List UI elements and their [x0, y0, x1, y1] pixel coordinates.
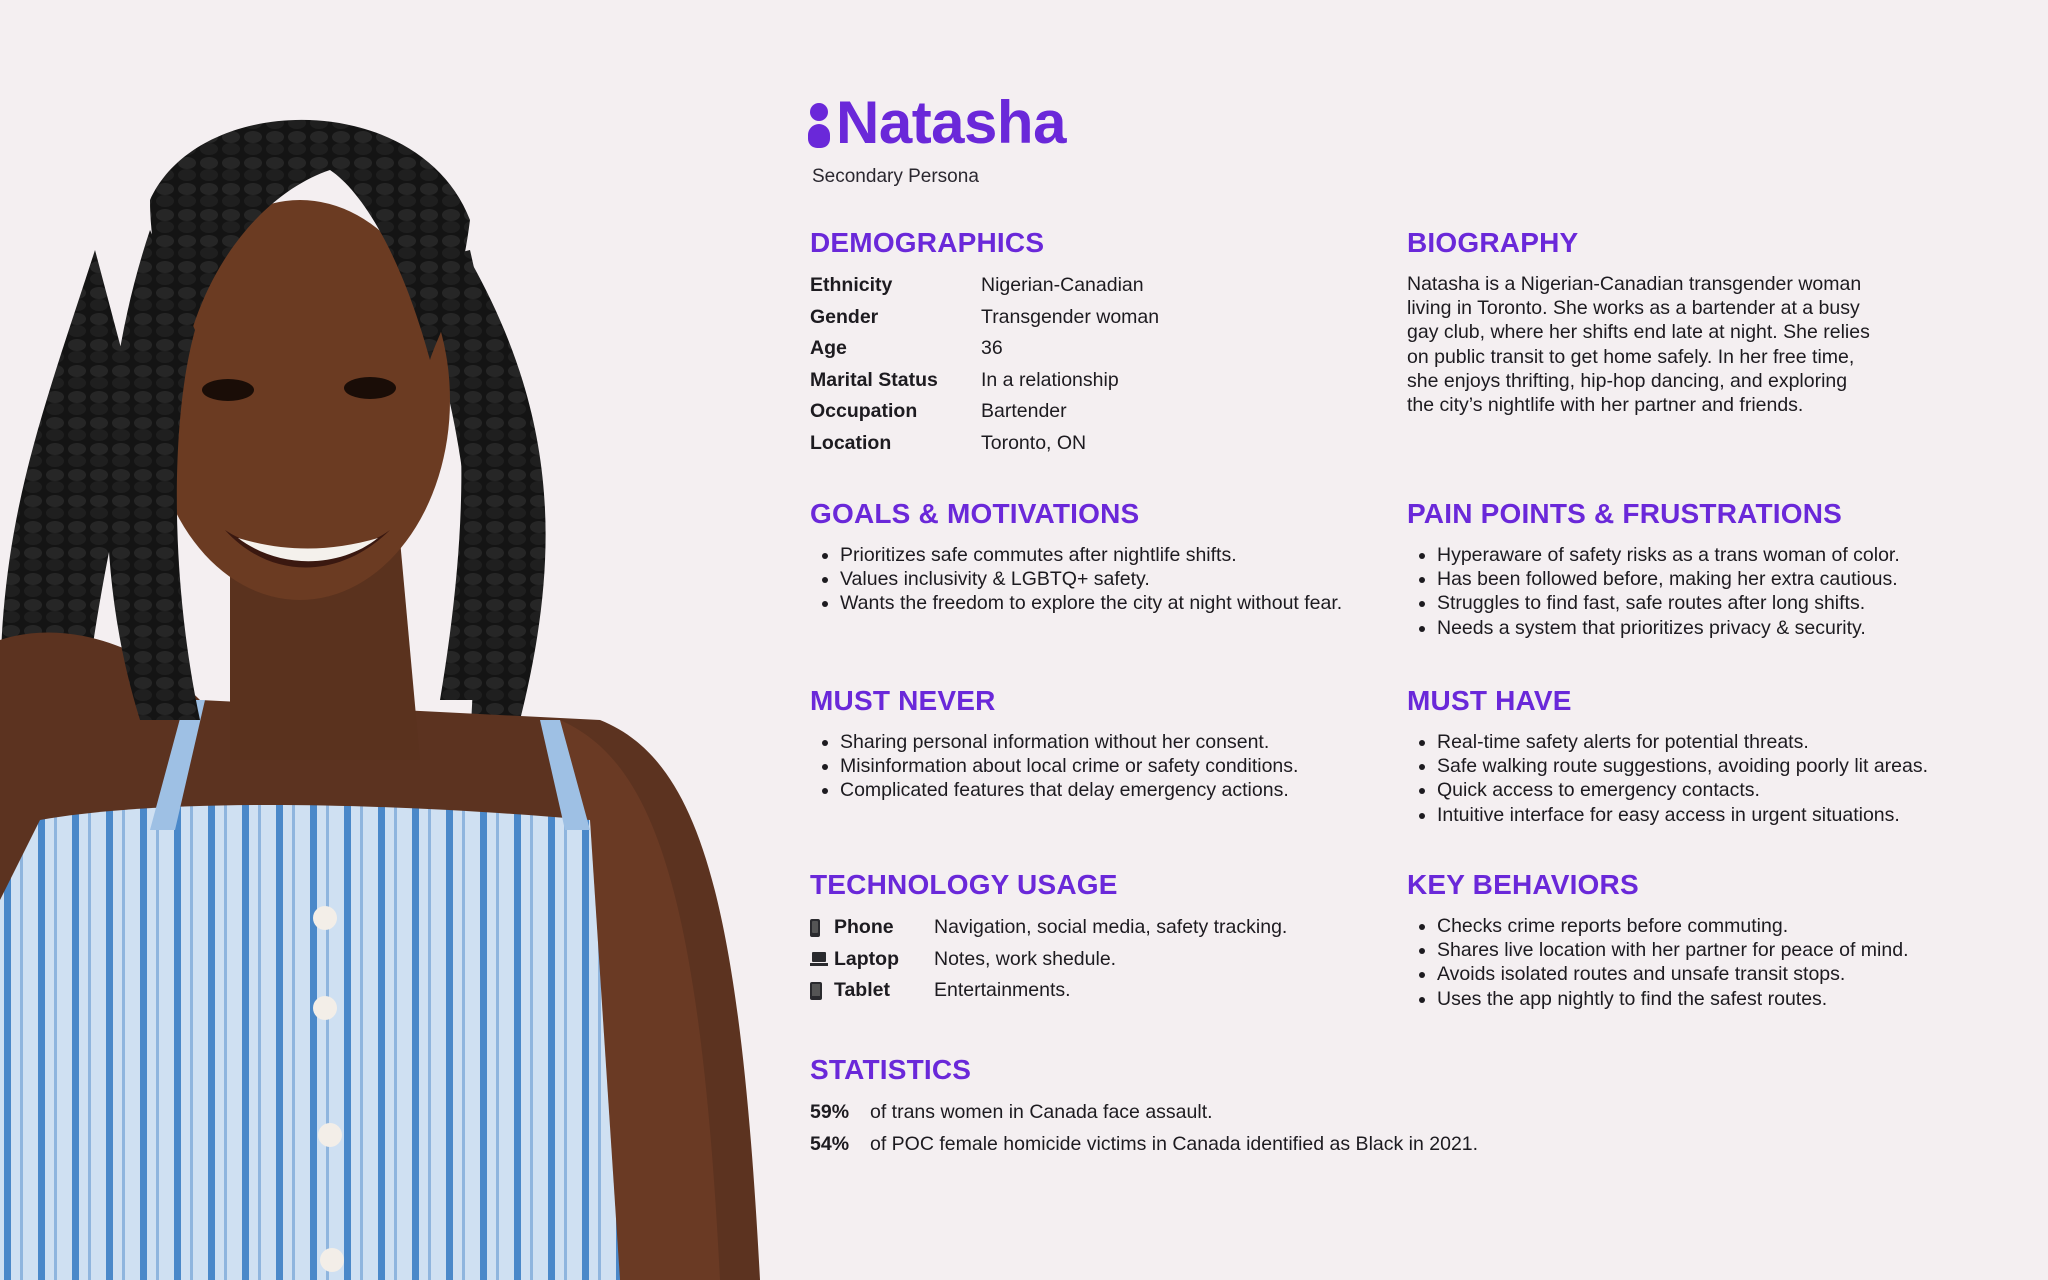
list-item: • Prioritizes safe commutes after nightlife shifts.: [840, 543, 1370, 567]
technology-section: [810, 868, 1287, 1005]
must-have-section: [1407, 684, 2027, 827]
pain-points-heading: PAIN POINTS & FRUSTRATIONS: [1407, 498, 1843, 529]
demographics-label: Gender: [810, 305, 879, 328]
biography-line: she enjoys thrifting, hip-hop dancing, and exploring: [1407, 369, 1848, 392]
list-item: • Safe walking route suggestions, avoiding poorly lit areas.: [1437, 754, 2027, 778]
biography-heading: BIOGRAPHY: [1407, 227, 1579, 258]
list-item: • Has been followed before, making her extra cautious.: [1437, 567, 2007, 591]
list-item: • Quick access to emergency contacts.: [1437, 778, 2027, 802]
statistic-percent: 59%: [810, 1101, 850, 1123]
device-label: Phone: [834, 916, 894, 938]
demographics-value: Bartender: [981, 400, 1067, 422]
persona-header: [808, 88, 1066, 188]
biography-line: on public transit to get home safely. In her free time,: [1407, 345, 1855, 368]
phone-icon: [810, 919, 820, 937]
must-never-heading: MUST NEVER: [810, 685, 996, 716]
must-never-section: [810, 684, 1390, 803]
list-item: • Avoids isolated routes and unsafe transit stops.: [1437, 962, 2027, 986]
laptop-icon: [810, 952, 828, 966]
tablet-icon: [810, 982, 822, 1000]
list-item: • Needs a system that prioritizes privacy & security.: [1437, 616, 2007, 640]
list-item: • Hyperaware of safety risks as a trans woman of color.: [1437, 543, 2007, 567]
must-have-heading: MUST HAVE: [1407, 685, 1572, 716]
device-usage: Notes, work shedule.: [934, 947, 1117, 970]
statistics-table: [810, 1099, 1478, 1158]
pain-points-list: [1407, 543, 2007, 640]
biography-line: gay club, where her shifts end late at night. She relies: [1407, 321, 1870, 344]
list-item: • Intuitive interface for easy access in urgent situations.: [1437, 803, 2027, 827]
demographics-value: Toronto, ON: [981, 431, 1087, 454]
list-item: • Wants the freedom to explore the city at night without fear.: [840, 591, 1370, 615]
key-behaviors-list: [1407, 914, 2027, 1011]
biography-line: the city’s nightlife with her partner and friends.: [1407, 394, 1804, 417]
list-item: • Shares live location with her partner for peace of mind.: [1437, 938, 2027, 962]
persona-photo: [0, 0, 800, 1280]
list-item: • Uses the app nightly to find the safest routes.: [1437, 987, 2027, 1011]
technology-heading: TECHNOLOGY USAGE: [810, 869, 1118, 900]
pain-points-section: [1407, 497, 2007, 640]
statistic-text: of trans women in Canada face assault.: [870, 1101, 1213, 1123]
device-label: Laptop: [834, 947, 899, 970]
demographics-table: [810, 272, 1159, 457]
biography-section: [1407, 226, 1927, 417]
must-never-list: [810, 730, 1390, 803]
device-usage: Entertainments.: [934, 979, 1071, 1001]
demographics-value: 36: [981, 337, 1003, 359]
persona-name: Natasha: [836, 89, 1066, 156]
must-have-list: [1407, 730, 2027, 827]
demographics-heading: DEMOGRAPHICS: [810, 227, 1045, 258]
list-item: • Checks crime reports before commuting.: [1437, 914, 2027, 938]
demographics-label: Age: [810, 337, 847, 359]
demographics-label: Marital Status: [810, 368, 938, 391]
statistics-section: [810, 1053, 1478, 1158]
person-icon: [808, 97, 832, 149]
statistics-heading: STATISTICS: [810, 1054, 972, 1085]
key-behaviors-heading: KEY BEHAVIORS: [1407, 869, 1639, 900]
goals-list: [810, 543, 1370, 616]
goals-section: [810, 497, 1370, 616]
persona-subtitle: Secondary Persona: [812, 166, 979, 187]
statistic-text: of POC female homicide victims in Canada identified as Black in 2021.: [870, 1132, 1479, 1155]
demographics-label: Location: [810, 431, 892, 454]
demographics-label: Ethnicity: [810, 274, 893, 296]
demographics-label: Occupation: [810, 400, 918, 422]
demographics-section: [810, 226, 1159, 457]
key-behaviors-section: [1407, 868, 2027, 1011]
device-usage: Navigation, social media, safety tracking.: [934, 916, 1288, 938]
device-label: Tablet: [834, 979, 890, 1001]
demographics-value: Nigerian-Canadian: [981, 274, 1144, 296]
goals-heading: GOALS & MOTIVATIONS: [810, 498, 1140, 529]
statistic-percent: 54%: [810, 1132, 850, 1155]
demographics-value: In a relationship: [981, 368, 1119, 391]
list-item: • Real-time safety alerts for potential threats.: [1437, 730, 2027, 754]
biography-line: Natasha is a Nigerian-Canadian transgender woman: [1407, 273, 1862, 295]
technology-table: [810, 914, 1287, 1005]
list-item: • Sharing personal information without her consent.: [840, 730, 1390, 754]
list-item: • Misinformation about local crime or safety conditions.: [840, 754, 1390, 778]
biography-line: living in Toronto. She works as a bartender at a busy: [1407, 297, 1860, 320]
list-item: • Struggles to find fast, safe routes after long shifts.: [1437, 591, 2007, 615]
list-item: • Values inclusivity & LGBTQ+ safety.: [840, 567, 1370, 591]
list-item: • Complicated features that delay emergency actions.: [840, 778, 1390, 802]
biography-text: [1407, 272, 1927, 417]
demographics-value: Transgender woman: [981, 305, 1160, 328]
